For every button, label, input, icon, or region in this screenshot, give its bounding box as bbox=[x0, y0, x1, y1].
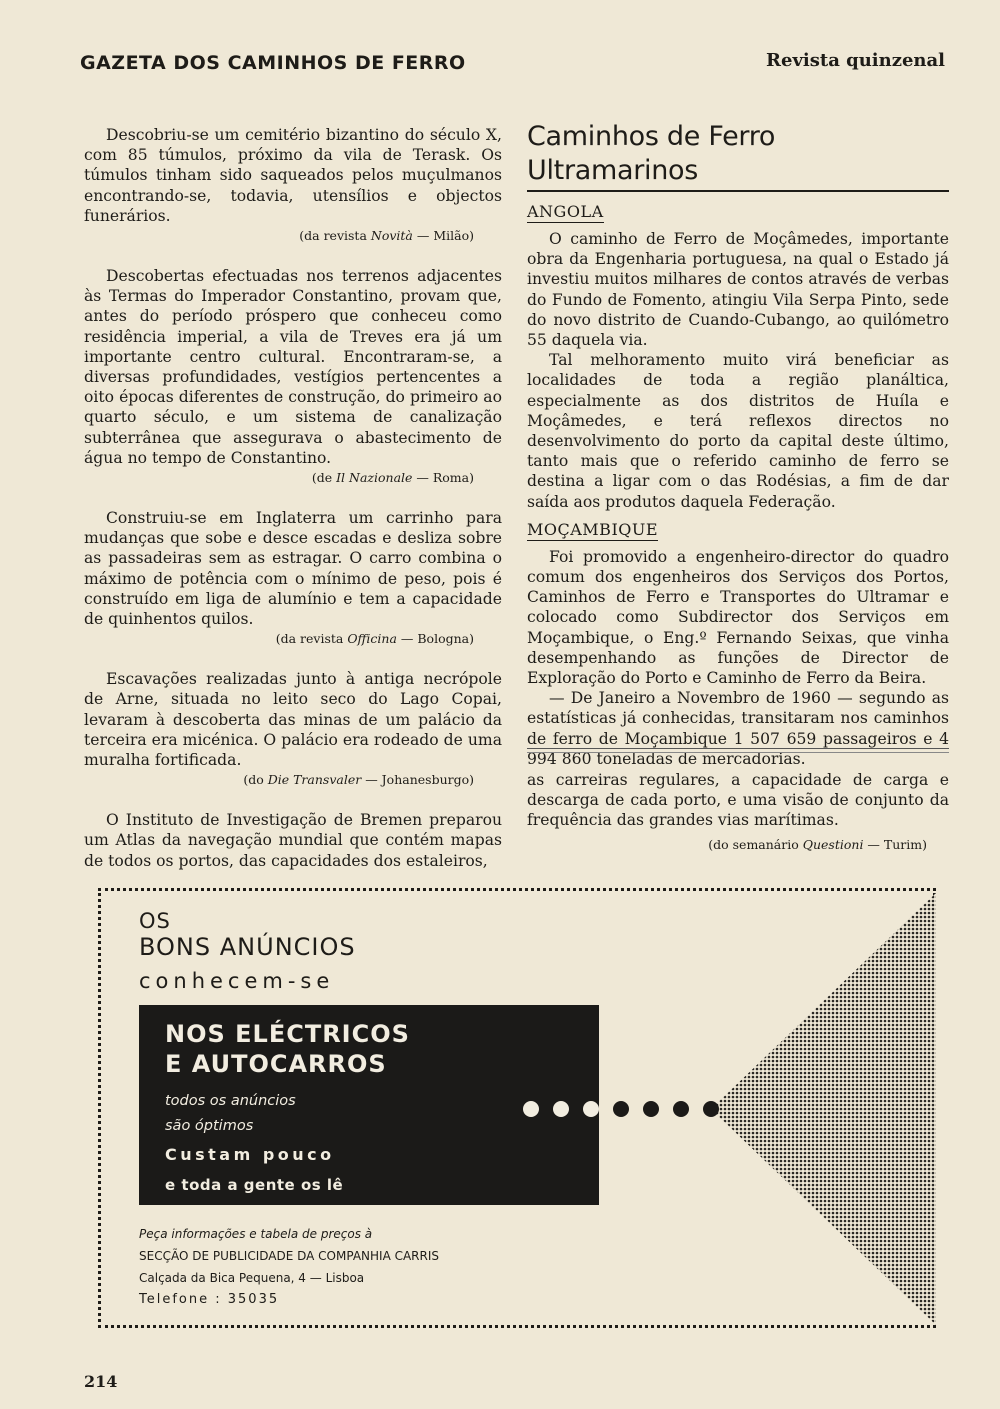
section-title: Caminhos de Ferro Ultramarinos bbox=[527, 121, 776, 186]
left-column bbox=[84, 125, 502, 871]
ad-dot-row bbox=[521, 1099, 721, 1119]
advertisement-box bbox=[98, 888, 936, 1328]
column-divider-thin bbox=[527, 752, 949, 753]
article-paragraph: Foi promovido a engenheiro-director do quadro comum dos engenheiros dos Serviços dos Portos, Caminhos de Ferro e Transportes do Ultramar e colocado como Subdirector dos Serviços em Moçambique, o Eng.º Fernando Seixas, que vinha desempenhando as funções de Director de Exploração do Porto e Caminho de Ferro da Beira. bbox=[527, 547, 949, 688]
ad-contact-info: Peça informações e tabela de preços à SECÇÃO DE PUBLICIDADE DA COMPANHIA CARRIS Calçada da Bica Pequena, 4 — Lisboa Telefone : 35035 bbox=[139, 1227, 440, 1307]
ad-word-os: OS bbox=[139, 909, 171, 933]
section-title-rule bbox=[527, 190, 949, 192]
subheading-mocambique: MOÇAMBIQUE bbox=[527, 519, 659, 539]
article-paragraph: Descobriu-se um cemitério bizantino do século X, com 85 túmulos, próximo da vila de Terask. Os túmulos tinham sido saqueados pelos muçulmanos encontrando-se, todavia, utensílios e objectos funerários. bbox=[84, 126, 502, 225]
continuation-text bbox=[527, 770, 949, 853]
column-divider bbox=[527, 748, 949, 749]
article-source: (do Die Transvaler — Johanesburgo) bbox=[243, 772, 474, 788]
article-paragraph: Escavações realizadas junto à antiga necrópole de Arne, situada no leito seco do Lago Copai, levaram à descoberta das minas de um palácio da terceira era micénica. O palácio era rodeado de uma muralha fortificada. bbox=[84, 670, 502, 770]
article-paragraph: — De Janeiro a Novembro de 1960 — segundo as estatísticas já conhecidas, transitaram nos caminhos de ferro de Moçambique 1 507 659 passageiros e 4 994 860 toneladas de mercadorias. bbox=[527, 689, 949, 768]
article-paragraph: O Instituto de Investigação de Bremen preparou um Atlas da navegação mundial que contém mapas de todos os portos, das capacidades dos estaleiros, bbox=[84, 811, 502, 870]
article-paragraph: O caminho de Ferro de Moçâmedes, importante obra da Engenharia portuguesa, na qual o Estado já investiu muitos milhares de contos através de verbas do Fundo de Fomento, atingiu Vila Serpa Pinto, sede do novo distrito de Cuando-Cubango, ao quilómetro 55 daquela via. bbox=[527, 230, 949, 350]
right-column bbox=[527, 120, 949, 769]
ad-custam-pouco: Custam pouco bbox=[165, 1145, 335, 1164]
ad-bons-anuncios: BONS ANÚNCIOS bbox=[139, 933, 356, 961]
page-number: 214 bbox=[84, 1372, 118, 1391]
ad-italic-text: todos os anúncios são óptimos bbox=[165, 1093, 296, 1134]
article-source: (de Il Nazionale — Roma) bbox=[311, 470, 474, 486]
halftone-triangle-graphic bbox=[711, 891, 936, 1327]
ad-headline: NOS ELÉCTRICOS E AUTOCARROS bbox=[165, 1020, 410, 1078]
article-paragraph: Descobertas efectuadas nos terrenos adjacentes às Termas do Imperador Constantino, provam que, antes do período próspero que conheceu como residência imperial, a vila de Treves era já um importante centro cultural. Encontraram-se, a diversas profundidades, vestígios pertencentes a oito épocas diferentes de construção, do primeiro ao quarto século, e um sistema de canalização subterrânea que assegurava o abastecimento de água no tempo de Constantino. bbox=[84, 267, 502, 467]
article-paragraph: as carreiras regulares, a capacidade de carga e descarga de cada porto, e uma visão de conjunto da frequência das grandes vias marítimas. bbox=[527, 771, 949, 830]
running-header-title: GAZETA DOS CAMINHOS DE FERRO bbox=[80, 52, 466, 74]
article-source: (da revista Novità — Milão) bbox=[299, 228, 474, 244]
running-header-subtitle: Revista quinzenal bbox=[766, 50, 945, 71]
article-paragraph: Tal melhoramento muito virá beneficiar as localidades de toda a região planáltica, especialmente as dos distritos de Huíla e Moçâmedes, e terá reflexos directos no desenvolvimento do porto da capital deste último, tanto mais que o referido caminho de ferro se destina a ligar com o das Rodésias, a fim de dar saída aos produtos daquela Federação. bbox=[527, 351, 949, 511]
ad-toda-gente: e toda a gente os lê bbox=[165, 1176, 344, 1194]
article-paragraph: Construiu-se em Inglaterra um carrinho para mudanças que sobe e desce escadas e desliza sobre as passadeiras sem as estragar. O carro combina o máximo de potência com o mínimo de peso, pois é construído em liga de alumínio e tem a capacidade de quinhentos quilos. bbox=[84, 509, 502, 629]
article-source: (do semanário Questioni — Turim) bbox=[708, 836, 927, 852]
ad-conhecem-se: conhecem-se bbox=[139, 969, 335, 993]
article-source: (da revista Officina — Bologna) bbox=[275, 631, 474, 647]
subheading-angola: ANGOLA bbox=[527, 202, 604, 221]
